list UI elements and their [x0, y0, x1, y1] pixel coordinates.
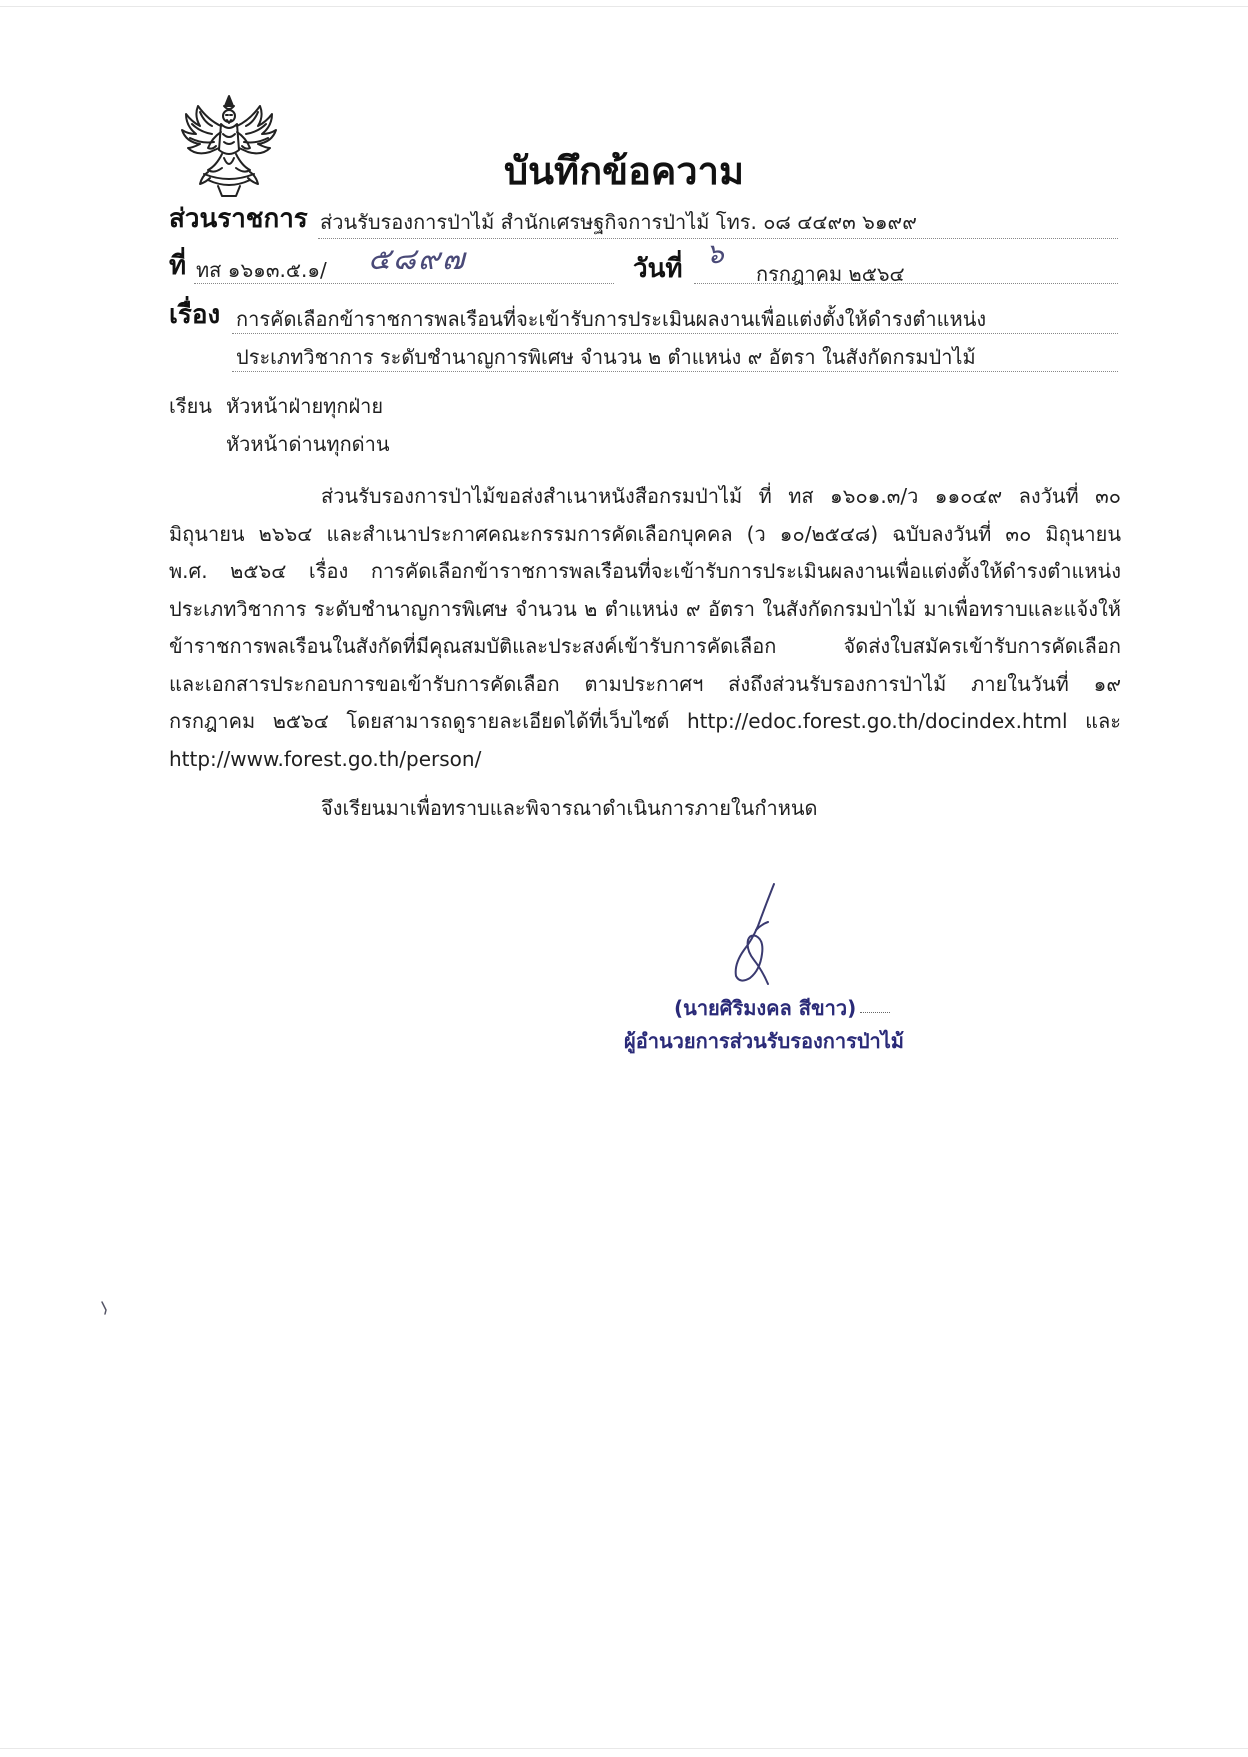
agency-value: ส่วนรับรองการป่าไม้ สำนักเศรษฐกิจการป่าไม้ โทร. ๐๘ ๔๔๙๓ ๖๑๙๙	[320, 210, 917, 234]
signer-position: ผู้อำนวยการส่วนรับรองการป่าไม้	[624, 1029, 904, 1053]
date-value: กรกฎาคม ๒๕๖๔	[756, 262, 905, 286]
document-title: บันทึกข้อความ	[503, 149, 745, 193]
recipient-2: หัวหน้าด่านทุกด่าน	[226, 432, 390, 456]
body-line: กรกฎาคม ๒๕๖๔ โดยสามารถดูรายละเอียดได้ที่เว็บไซต์ http://edoc.forest.go.th/docindex.html และ	[169, 709, 1121, 733]
ref-value: ทส ๑๖๑๓.๕.๑/	[196, 258, 327, 282]
date-label: วันที่	[633, 254, 683, 284]
ref-handwritten-number: ๕๘๙๗	[368, 242, 467, 277]
body-paragraph	[169, 478, 1121, 778]
garuda-emblem-icon	[178, 92, 280, 200]
salutation-label: เรียน	[169, 394, 212, 418]
subject-line-2: ประเภทวิชาการ ระดับชำนาญการพิเศษ จำนวน ๒ ตำแหน่ง ๙ อัตรา ในสังกัดกรมป่าไม้	[236, 345, 976, 369]
ref-label: ที่	[169, 251, 187, 281]
recipient-1: หัวหน้าฝ่ายทุกฝ่าย	[226, 394, 384, 418]
agency-label: ส่วนราชการ	[169, 204, 308, 234]
date-day-handwritten: ๖	[706, 237, 726, 270]
subject-dotted-line-1	[232, 333, 1118, 334]
ref-dotted-line	[194, 283, 614, 284]
body-line: และเอกสารประกอบการขอเข้ารับการคัดเลือก ตามประกาศฯ ส่งถึงส่วนรับรองการป่าไม้ ภายในวันที่ ๑๙	[169, 671, 1121, 696]
closing-line: จึงเรียนมาเพื่อทราบและพิจารณาดำเนินการภายในกำหนด	[321, 796, 818, 820]
body-line: http://www.forest.go.th/person/	[169, 746, 482, 771]
body-line: มิถุนายน ๒๖๖๔ และสำเนาประกาศคณะกรรมการคัดเลือกบุคคล (ว ๑๐/๒๕๔๘) ฉบับลงวันที่ ๓๐ มิถุนายน	[169, 521, 1121, 546]
body-line: พ.ศ. ๒๕๖๔ เรื่อง การคัดเลือกข้าราชการพลเรือนที่จะเข้ารับการประเมินผลงานเพื่อแต่งตั้งให้ดำรงตำแหน่ง	[169, 559, 1121, 583]
subject-dotted-line-2	[232, 371, 1118, 372]
subject-label: เรื่อง	[169, 300, 221, 330]
subject-line-1: การคัดเลือกข้าราชการพลเรือนที่จะเข้ารับการประเมินผลงานเพื่อแต่งตั้งให้ดำรงตำแหน่ง	[236, 307, 987, 331]
signer-name-trailing-line	[860, 1012, 890, 1013]
body-line: ข้าราชการพลเรือนในสังกัดที่มีคุณสมบัติและประสงค์เข้ารับการคัดเลือก จัดส่งใบสมัครเข้ารับการคัดเลือก	[169, 634, 1121, 658]
scan-edge-bottom	[0, 1748, 1248, 1749]
signer-name: (นายศิริมงคล สีขาว)	[674, 996, 857, 1020]
body-line: ส่วนรับรองการป่าไม้ขอส่งสำเนาหนังสือกรมป่าไม้ ที่ ทส ๑๖๐๑.๓/ว ๑๑๐๔๙ ลงวันที่ ๓๐	[321, 484, 1121, 508]
scan-edge-top	[0, 6, 1248, 7]
handwritten-signature	[710, 880, 820, 995]
scan-speck	[100, 1300, 112, 1320]
body-line: ประเภทวิชาการ ระดับชำนาญการพิเศษ จำนวน ๒ ตำแหน่ง ๙ อัตรา ในสังกัดกรมป่าไม้ มาเพื่อทราบและแจ้งให้	[169, 596, 1121, 621]
date-dotted-line	[694, 283, 1118, 284]
